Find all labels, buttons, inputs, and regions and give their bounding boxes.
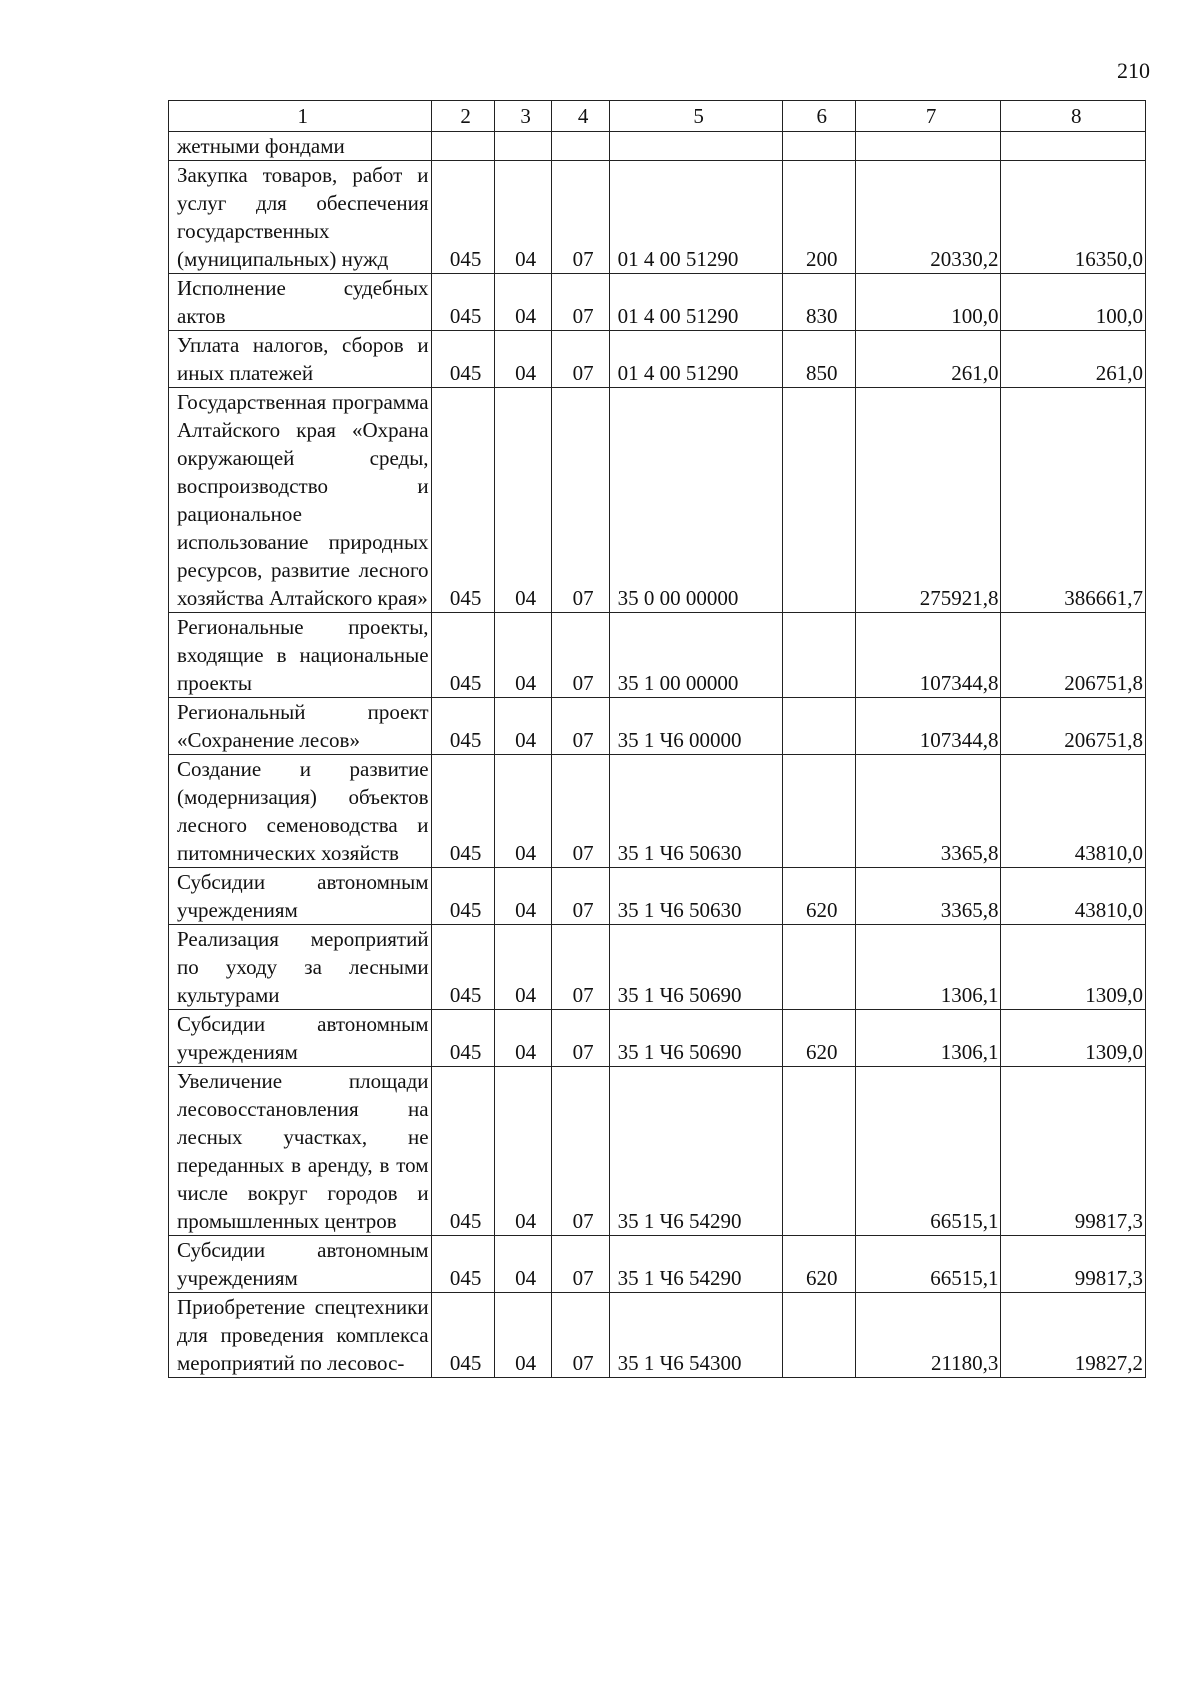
row-amount-col7-cell: 66515,1 [855, 1067, 1001, 1236]
row-subsection-cell: 07 [551, 613, 609, 698]
table-row [169, 1293, 1146, 1378]
row-expense-type-cell [782, 1293, 855, 1378]
header-cell-4: 4 [551, 101, 609, 132]
row-subsection-cell: 07 [551, 274, 609, 331]
row-name-cell: Реализация мероприятий по уходу за лесными культурами [169, 925, 432, 1010]
row-amount-col7-cell [855, 132, 1001, 161]
row-name-cell: Региональный проект «Сохранение лесов» [169, 698, 432, 755]
row-amount-col7-cell: 100,0 [855, 274, 1001, 331]
row-target-article-cell: 35 1 Ч6 54290 [609, 1067, 782, 1236]
table-row [169, 331, 1146, 388]
row-name-cell: Закупка товаров, работ и услуг для обеспечения государственных (муниципальных) нужд [169, 161, 432, 274]
table-row [169, 925, 1146, 1010]
row-section-cell: 04 [494, 331, 551, 388]
row-amount-col8-cell: 99817,3 [1001, 1236, 1146, 1293]
row-amount-col7-cell: 3365,8 [855, 868, 1001, 925]
row-subsection-cell: 07 [551, 331, 609, 388]
table-row [169, 698, 1146, 755]
row-amount-col7-cell: 275921,8 [855, 388, 1001, 613]
row-subsection-cell: 07 [551, 925, 609, 1010]
row-name-cell: Субсидии автономным учреждениям [169, 1010, 432, 1067]
row-amount-col8-cell: 99817,3 [1001, 1067, 1146, 1236]
row-section-cell: 04 [494, 925, 551, 1010]
row-expense-type-cell: 830 [782, 274, 855, 331]
header-cell-8: 8 [1001, 101, 1146, 132]
row-name-cell: Увеличение площади лесовосстановления на лесных участках, не переданных в аренду, в том числе вокруг городов и промышленных центров [169, 1067, 432, 1236]
row-amount-col8-cell [1001, 132, 1146, 161]
row-section-cell: 04 [494, 755, 551, 868]
row-section-cell: 04 [494, 868, 551, 925]
row-target-article-cell: 01 4 00 51290 [609, 161, 782, 274]
row-name-cell: Субсидии автономным учреждениям [169, 868, 432, 925]
table-row [169, 274, 1146, 331]
row-amount-col7-cell: 261,0 [855, 331, 1001, 388]
row-ministry-cell: 045 [431, 755, 494, 868]
row-subsection-cell [551, 132, 609, 161]
row-amount-col8-cell: 19827,2 [1001, 1293, 1146, 1378]
row-subsection-cell: 07 [551, 1067, 609, 1236]
table-row [169, 755, 1146, 868]
row-section-cell: 04 [494, 274, 551, 331]
row-section-cell [494, 132, 551, 161]
row-expense-type-cell: 620 [782, 868, 855, 925]
row-ministry-cell: 045 [431, 613, 494, 698]
row-amount-col7-cell: 21180,3 [855, 1293, 1001, 1378]
table-row [169, 613, 1146, 698]
row-amount-col8-cell: 43810,0 [1001, 755, 1146, 868]
row-target-article-cell: 35 1 Ч6 50690 [609, 925, 782, 1010]
row-name-cell: Государственная программа Алтайского края «Охрана окружающей среды, воспроизводство и рациональное использование природных ресурсов, развитие лесного хозяйства Алтайского края» [169, 388, 432, 613]
table-header-row [169, 101, 1146, 132]
row-target-article-cell: 35 1 Ч6 54290 [609, 1236, 782, 1293]
row-expense-type-cell [782, 925, 855, 1010]
row-name-cell: Приобретение спецтехники для проведения комплекса мероприятий по лесовос- [169, 1293, 432, 1378]
table-row [169, 1236, 1146, 1293]
row-ministry-cell: 045 [431, 388, 494, 613]
row-subsection-cell: 07 [551, 161, 609, 274]
header-cell-1: 1 [169, 101, 432, 132]
row-section-cell: 04 [494, 613, 551, 698]
row-section-cell: 04 [494, 388, 551, 613]
row-section-cell: 04 [494, 698, 551, 755]
row-section-cell: 04 [494, 1293, 551, 1378]
row-target-article-cell: 01 4 00 51290 [609, 331, 782, 388]
row-name-cell: жетными фондами [169, 132, 432, 161]
row-target-article-cell: 01 4 00 51290 [609, 274, 782, 331]
header-cell-5: 5 [609, 101, 782, 132]
row-ministry-cell: 045 [431, 1293, 494, 1378]
row-subsection-cell: 07 [551, 755, 609, 868]
table-row [169, 1010, 1146, 1067]
table-row [169, 388, 1146, 613]
row-expense-type-cell: 850 [782, 331, 855, 388]
row-expense-type-cell: 620 [782, 1010, 855, 1067]
table-body [169, 132, 1146, 1378]
row-target-article-cell: 35 1 Ч6 54300 [609, 1293, 782, 1378]
budget-table [168, 100, 1146, 1378]
row-amount-col7-cell: 107344,8 [855, 698, 1001, 755]
row-section-cell: 04 [494, 1236, 551, 1293]
row-ministry-cell: 045 [431, 1010, 494, 1067]
row-amount-col7-cell: 107344,8 [855, 613, 1001, 698]
row-name-cell: Уплата налогов, сборов и иных платежей [169, 331, 432, 388]
row-expense-type-cell [782, 132, 855, 161]
table-row [169, 161, 1146, 274]
row-amount-col8-cell: 1309,0 [1001, 925, 1146, 1010]
row-amount-col8-cell: 261,0 [1001, 331, 1146, 388]
row-name-cell: Субсидии автономным учреждениям [169, 1236, 432, 1293]
header-cell-3: 3 [494, 101, 551, 132]
row-section-cell: 04 [494, 161, 551, 274]
row-target-article-cell: 35 1 Ч6 50630 [609, 868, 782, 925]
row-expense-type-cell [782, 755, 855, 868]
row-expense-type-cell: 200 [782, 161, 855, 274]
row-ministry-cell: 045 [431, 331, 494, 388]
row-target-article-cell: 35 1 Ч6 50690 [609, 1010, 782, 1067]
row-ministry-cell: 045 [431, 698, 494, 755]
row-target-article-cell: 35 1 Ч6 50630 [609, 755, 782, 868]
row-ministry-cell: 045 [431, 274, 494, 331]
row-amount-col8-cell: 43810,0 [1001, 868, 1146, 925]
row-amount-col7-cell: 1306,1 [855, 1010, 1001, 1067]
row-target-article-cell [609, 132, 782, 161]
row-section-cell: 04 [494, 1067, 551, 1236]
row-subsection-cell: 07 [551, 1010, 609, 1067]
row-expense-type-cell [782, 698, 855, 755]
row-subsection-cell: 07 [551, 1236, 609, 1293]
row-subsection-cell: 07 [551, 868, 609, 925]
header-cell-7: 7 [855, 101, 1001, 132]
row-amount-col7-cell: 20330,2 [855, 161, 1001, 274]
row-target-article-cell: 35 0 00 00000 [609, 388, 782, 613]
row-name-cell: Создание и развитие (модернизация) объектов лесного семеноводства и питомнических хозяйств [169, 755, 432, 868]
table-row [169, 132, 1146, 161]
row-target-article-cell: 35 1 Ч6 00000 [609, 698, 782, 755]
row-target-article-cell: 35 1 00 00000 [609, 613, 782, 698]
row-amount-col7-cell: 3365,8 [855, 755, 1001, 868]
row-expense-type-cell [782, 613, 855, 698]
row-ministry-cell: 045 [431, 1067, 494, 1236]
row-ministry-cell: 045 [431, 161, 494, 274]
row-expense-type-cell: 620 [782, 1236, 855, 1293]
row-amount-col8-cell: 386661,7 [1001, 388, 1146, 613]
row-amount-col8-cell: 1309,0 [1001, 1010, 1146, 1067]
header-cell-6: 6 [782, 101, 855, 132]
row-subsection-cell: 07 [551, 1293, 609, 1378]
row-expense-type-cell [782, 1067, 855, 1236]
header-cell-2: 2 [431, 101, 494, 132]
row-amount-col8-cell: 206751,8 [1001, 613, 1146, 698]
row-amount-col7-cell: 1306,1 [855, 925, 1001, 1010]
table-row [169, 1067, 1146, 1236]
row-amount-col8-cell: 100,0 [1001, 274, 1146, 331]
page-number: 210 [1117, 58, 1150, 83]
row-amount-col8-cell: 206751,8 [1001, 698, 1146, 755]
row-subsection-cell: 07 [551, 388, 609, 613]
row-ministry-cell: 045 [431, 868, 494, 925]
row-amount-col7-cell: 66515,1 [855, 1236, 1001, 1293]
row-ministry-cell: 045 [431, 925, 494, 1010]
row-name-cell: Региональные проекты, входящие в национальные проекты [169, 613, 432, 698]
table-row [169, 868, 1146, 925]
row-expense-type-cell [782, 388, 855, 613]
row-ministry-cell: 045 [431, 1236, 494, 1293]
row-ministry-cell [431, 132, 494, 161]
row-section-cell: 04 [494, 1010, 551, 1067]
row-subsection-cell: 07 [551, 698, 609, 755]
row-amount-col8-cell: 16350,0 [1001, 161, 1146, 274]
row-name-cell: Исполнение судебных актов [169, 274, 432, 331]
